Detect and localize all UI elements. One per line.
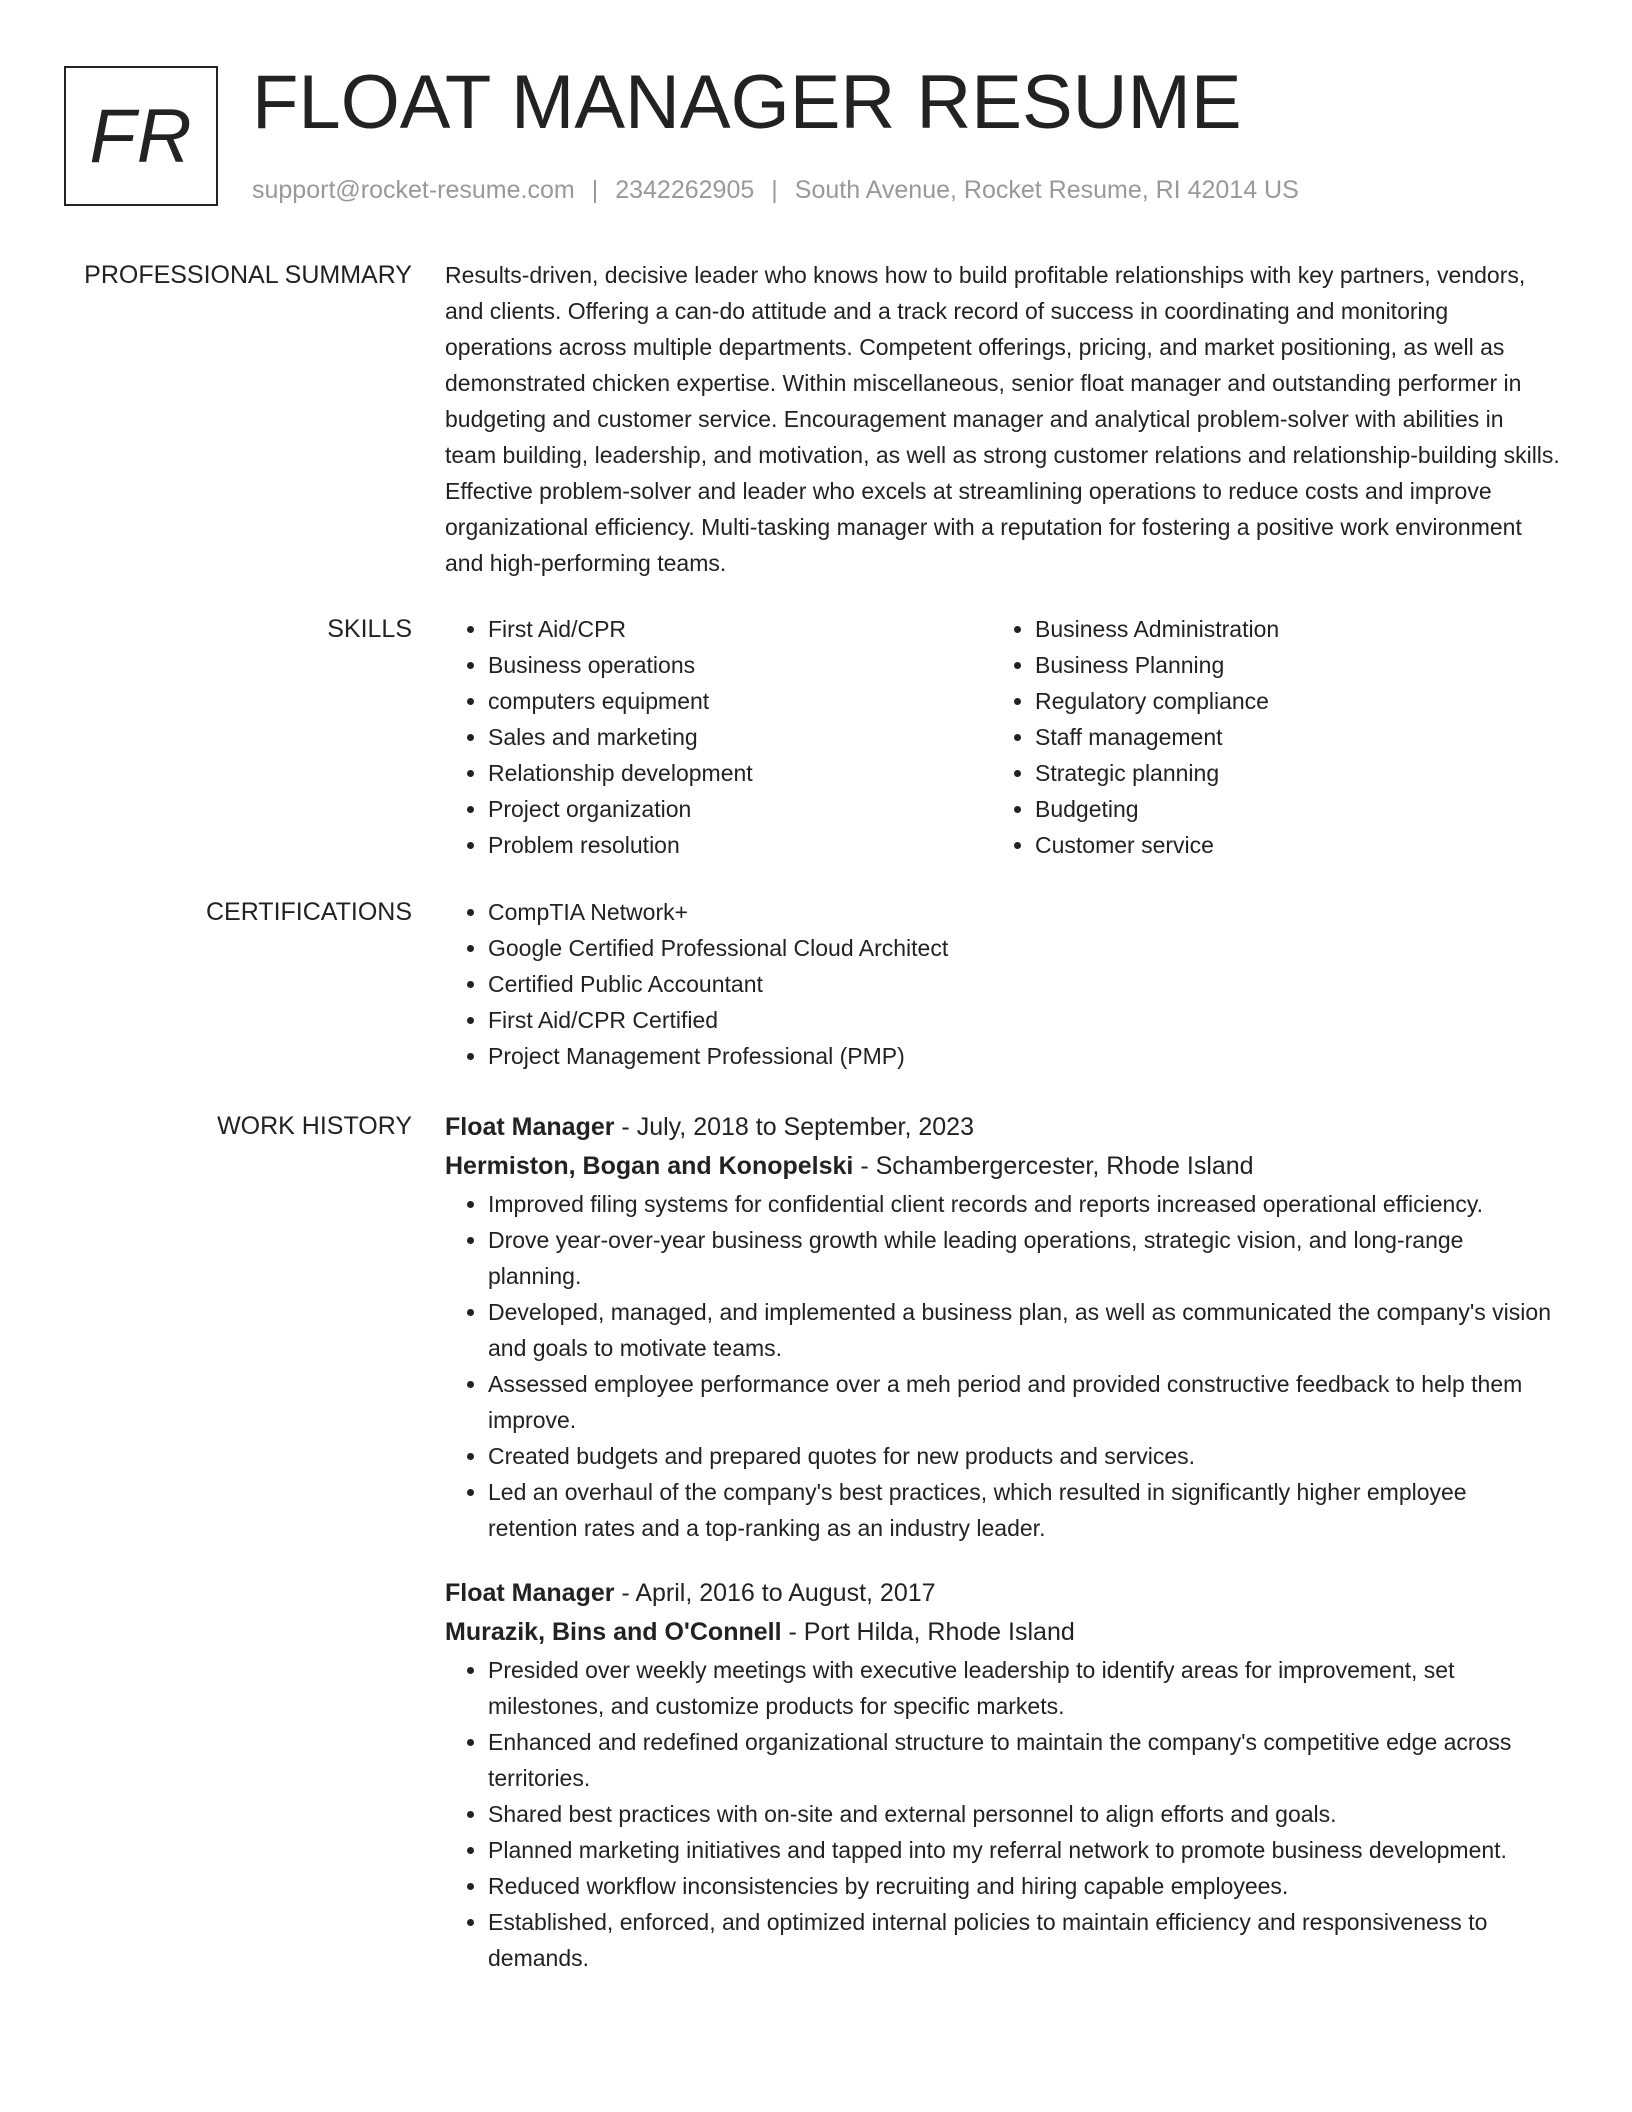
certifications-body — [445, 894, 1560, 1074]
job-location: - Schambergercester, Rhode Island — [853, 1152, 1254, 1180]
skill-item: • Sales and marketing — [488, 719, 992, 755]
skill-item: • Strategic planning — [1035, 755, 1539, 791]
work-history-body — [445, 1108, 1560, 1976]
skill-item: • Problem resolution — [488, 827, 992, 863]
job-bullet-item: • Improved filing systems for confidential client records and reports increased operational efficiency. — [488, 1186, 1560, 1222]
job-bullet-item: • Drove year-over-year business growth while leading operations, strategic vision, and long-range planning. — [488, 1222, 1560, 1294]
certification-item: • First Aid/CPR Certified — [488, 1002, 1560, 1038]
contact-address: South Avenue, Rocket Resume, RI 42014 US — [794, 176, 1299, 204]
contact-separator: | — [591, 176, 599, 204]
skills-body — [445, 611, 1560, 863]
skill-item: • Budgeting — [1035, 791, 1539, 827]
skill-item: • Project organization — [488, 791, 992, 827]
section-label-certifications: CERTIFICATIONS — [205, 898, 412, 926]
certification-item: • Project Management Professional (PMP) — [488, 1038, 1560, 1074]
skill-item: • First Aid/CPR — [488, 611, 992, 647]
skill-item: • Regulatory compliance — [1035, 683, 1539, 719]
skill-item: • Relationship development — [488, 755, 992, 791]
contact-separator: | — [771, 176, 778, 204]
job-dates: - April, 2016 to August, 2017 — [614, 1579, 936, 1607]
skill-item: • Business operations — [488, 647, 992, 683]
job-title-line — [445, 1108, 1560, 1147]
job-bullet-item: • Presided over weekly meetings with executive leadership to identify areas for improvement, set milestones, and customize products for specific markets. — [488, 1652, 1560, 1724]
skills-list-left — [445, 611, 992, 863]
job-company: Murazik, Bins and O'Connell — [445, 1618, 782, 1646]
job-company: Hermiston, Bogan and Konopelski — [445, 1152, 854, 1180]
job-bullet-item: • Planned marketing initiatives and tapped into my referral network to promote business development. — [488, 1832, 1560, 1868]
job-location: - Port Hilda, Rhode Island — [781, 1618, 1075, 1646]
section-label-work-history: WORK HISTORY — [217, 1112, 412, 1140]
skills-column-right — [992, 611, 1539, 863]
job-title: Float Manager — [445, 1579, 615, 1607]
job-bullet-item: • Reduced workflow inconsistencies by recruiting and hiring capable employees. — [488, 1868, 1560, 1904]
resume-title: FLOAT MANAGER RESUME — [252, 60, 1242, 145]
job-title-line — [445, 1574, 1560, 1613]
summary-body — [445, 257, 1560, 581]
certification-item: • Google Certified Professional Cloud Architect — [488, 930, 1560, 966]
job-company-line — [445, 1613, 1560, 1652]
section-label-summary: PROFESSIONAL SUMMARY — [84, 261, 412, 289]
job-entry — [445, 1574, 1560, 1976]
contact-phone: 2342262905 — [615, 176, 755, 204]
skill-item: • Customer service — [1035, 827, 1539, 863]
job-bullet-item: • Led an overhaul of the company's best practices, which resulted in significantly higher employee retention rates and a top-ranking as an industry leader. — [488, 1474, 1560, 1546]
job-bullet-item: • Shared best practices with on-site and external personnel to align efforts and goals. — [488, 1796, 1560, 1832]
skills-column-left — [445, 611, 992, 863]
skill-item: • Business Planning — [1035, 647, 1539, 683]
job-entry — [445, 1108, 1560, 1546]
job-bullet-list — [445, 1186, 1560, 1546]
job-bullet-item: • Developed, managed, and implemented a business plan, as well as communicated the company's vision and goals to motivate teams. — [488, 1294, 1560, 1366]
skill-item: • computers equipment — [488, 683, 992, 719]
skill-item: • Staff management — [1035, 719, 1539, 755]
skill-item: • Business Administration — [1035, 611, 1539, 647]
job-title: Float Manager — [445, 1113, 615, 1141]
job-company-line — [445, 1147, 1560, 1186]
certification-item: • Certified Public Accountant — [488, 966, 1560, 1002]
summary-text: Results-driven, decisive leader who knows how to build profitable relationships with key partners, vendors, and clients. Offering a can-do attitude and a track record of success in coordinating and monitoring operations across multiple departments. Competent offerings, pricing, and market positioning, as well as demonstrated chicken expertise. Within miscellaneous, senior float manager and outstanding performer in budgeting and customer service. Encouragement manager and analytical problem-solver with abilities in team building, leadership, and motivation, as well as strong customer relations and relationship-building skills. Effective problem-solver and leader who excels at streamlining operations to reduce costs and improve organizational efficiency. Multi-tasking manager with a reputation for fostering a positive work environment and high-performing teams. — [445, 262, 1560, 576]
job-bullet-item: • Enhanced and redefined organizational structure to maintain the company's competitive edge across territories. — [488, 1724, 1560, 1796]
certifications-list — [445, 894, 1560, 1074]
job-bullet-item: • Created budgets and prepared quotes for new products and services. — [488, 1438, 1560, 1474]
job-bullet-item: • Assessed employee performance over a meh period and provided constructive feedback to help them improve. — [488, 1366, 1560, 1438]
job-bullet-item: • Established, enforced, and optimized internal policies to maintain efficiency and responsiveness to demands. — [488, 1904, 1560, 1976]
certification-item: • CompTIA Network+ — [488, 894, 1560, 930]
job-bullet-list — [445, 1652, 1560, 1976]
section-label-skills: SKILLS — [327, 615, 412, 643]
skills-list-right — [992, 611, 1539, 863]
contact-line — [252, 174, 1299, 206]
job-dates: - July, 2018 to September, 2023 — [614, 1113, 974, 1141]
monogram-badge: FR — [64, 66, 218, 206]
contact-email: support@rocket-resume.com — [252, 176, 575, 204]
